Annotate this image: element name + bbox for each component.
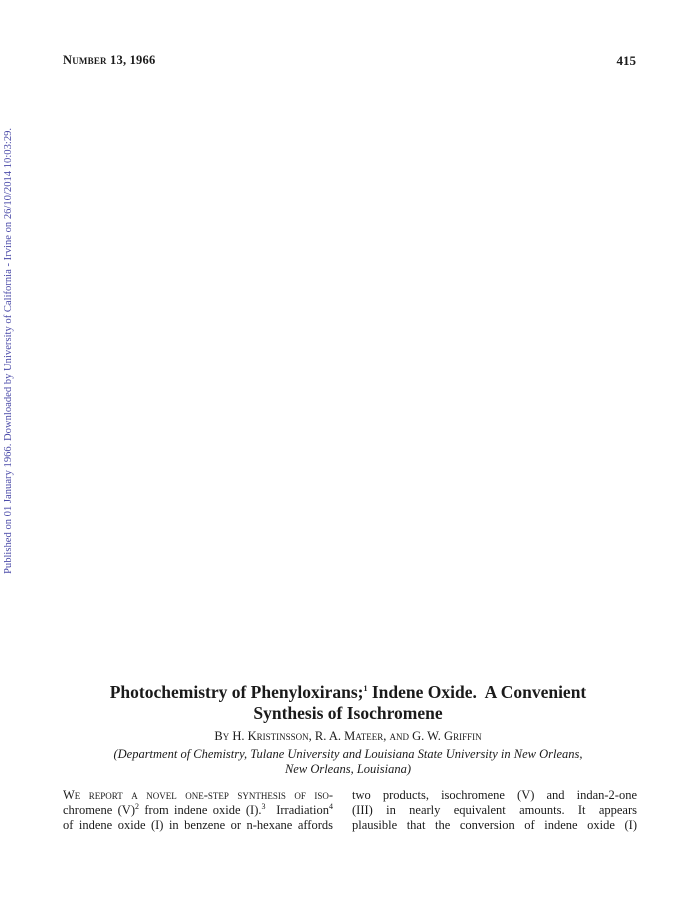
left-line-3: of indene oxide (I) in benzene or n-hexane affords: [63, 818, 333, 832]
title-separator: ;: [357, 682, 364, 702]
left-line-2: chromene $(V)^2$ from indene oxide (I).$^3$ Irradiation$^4$: [63, 801, 333, 817]
download-watermark: Published on 01 January 1966. Downloaded by University of California - Irvine on 26/10/2014 10:03:29.: [3, 127, 14, 574]
affiliation: [60, 747, 636, 777]
body-column-right: [352, 788, 637, 833]
body-column-left: [63, 788, 333, 833]
affiliation-line-1: (Department of Chemistry, Tulane University and Louisiana State University in New Orleans,: [113, 747, 583, 761]
right-line-1: two products, isochromene (V) and indan-2-one: [352, 788, 637, 802]
author-line: [40, 729, 656, 744]
article-title: [40, 682, 656, 724]
ref-3: 3: [261, 801, 266, 811]
title-footnote-ref: 1: [363, 684, 368, 694]
journal-issue: [63, 53, 155, 68]
title-line-2: Synthesis of Isochromene: [253, 703, 443, 723]
affiliation-line-2: New Orleans, Louisiana): [284, 762, 412, 776]
right-line-3: plausible that the conversion of indene oxide (I): [352, 818, 637, 832]
page-number: 415: [616, 53, 636, 68]
title-line-1: Photochemistry of Phenyloxirans;$^1$ Indene Oxide. A Convenient: [109, 682, 587, 702]
right-line-2: (III) in nearly equivalent amounts. It appears: [352, 803, 637, 817]
journal-issue-text: Number 13, 1966: [63, 53, 156, 67]
authors-text: By H. Kristinsson, R. A. Mateer, and G. W. Griffin: [214, 729, 482, 743]
left-line-1: We report a novel one-step synthesis of iso-: [63, 788, 333, 802]
ref-2: 2: [135, 801, 140, 811]
ref-4: 4: [329, 801, 333, 811]
